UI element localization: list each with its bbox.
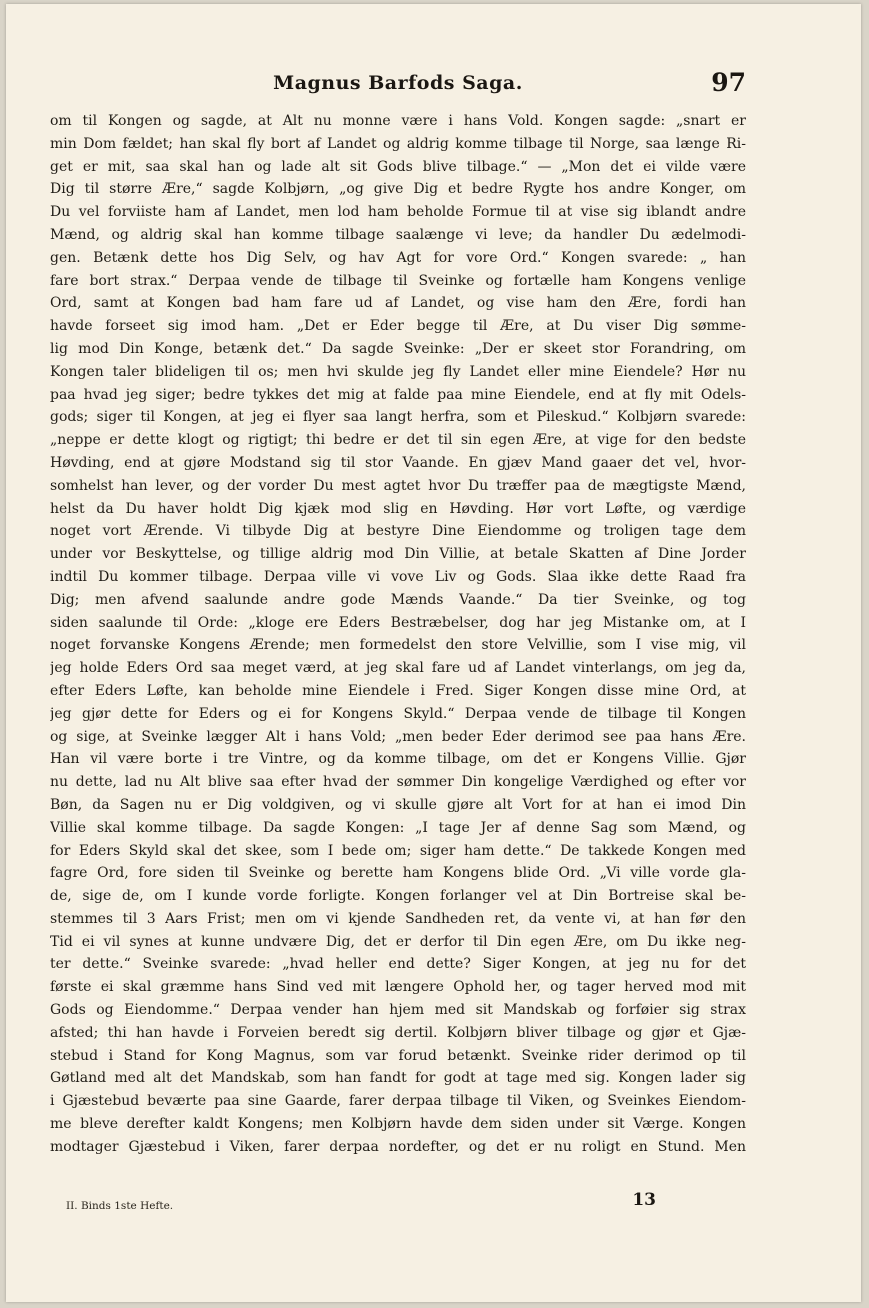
text-line: Du vel forviiste ham af Landet, men lod ham beholde Formue til at vise sig iblandt andre (50, 204, 746, 221)
text-line: gen. Betænk dette hos Dig Selv, og hav Agt for vore Ord.“ Kongen svarede: „ han (50, 249, 746, 266)
sheet-number: 13 (632, 1190, 656, 1210)
text-line: noget forvanske Kongens Ærende; men formedelst den store Velvillie, som I vise mig, vil (50, 637, 746, 654)
text-line: „neppe er dette klogt og rigtigt; thi bedre er det til sin egen Ære, at vige for den bedste (50, 432, 746, 449)
text-line: i Gjæstebud beværte paa sine Gaarde, farer derpaa tilbage til Viken, og Sveinkes Eiendom- (50, 1093, 746, 1110)
text-line: afsted; thi han havde i Forveien beredt sig dertil. Kolbjørn bliver tilbage og gjør et Gjæ- (50, 1024, 746, 1041)
text-line: fagre Ord, fore siden til Sveinke og berette ham Kongens blide Ord. „Vi ville vorde gla- (50, 865, 746, 882)
text-line: nu dette, lad nu Alt blive saa efter hvad der sømmer Din kongelige Værdighed og efter vor (50, 774, 746, 791)
text-line: Høvding, end at gjøre Modstand sig til stor Vaande. En gjæv Mand gaaer det vel, hvor- (50, 454, 746, 471)
text-line: stebud i Stand for Kong Magnus, som var forud betænkt. Sveinke rider derimod op til (50, 1047, 746, 1064)
text-line: noget vort Ærende. Vi tilbyde Dig at bestyre Dine Eiendomme og troligen tage dem (50, 523, 746, 540)
book-page (6, 4, 861, 1302)
text-line: fare bort strax.“ Derpaa vende de tilbage til Sveinke og fortælle ham Kongens venlige (50, 272, 746, 289)
text-line: første ei skal græmme hans Sind ved mit længere Ophold her, og tager herved mod mit (50, 979, 746, 996)
text-line (50, 1159, 746, 1182)
text-line: efter Eders Løfte, kan beholde mine Eiendele i Fred. Siger Kongen disse mine Ord, at (50, 682, 746, 699)
text-line: siden saalunde til Orde: „kloge ere Eders Bestræbelser, dog har jeg Mistanke om, at I (50, 614, 746, 631)
text-line: Tid ei vil synes at kunne undvære Dig, det er derfor til Din egen Ære, om Du ikke neg- (50, 933, 746, 950)
text-line: Dig; men afvend saalunde andre gode Mænds Vaande.“ Da tier Sveinke, og tog (50, 591, 746, 608)
text-line: me bleve derefter kaldt Kongens; men Kolbjørn havde dem siden under sit Værge. Kongen (50, 1116, 746, 1133)
text-line: om til Kongen og sagde, at Alt nu monne være i hans Vold. Kongen sagde: „snart er (50, 113, 746, 129)
text-line: og sige, at Sveinke lægger Alt i hans Vold; „men beder Eder derimod see paa hans Ære. (50, 728, 746, 745)
text-line: Dig til større Ære,“ sagde Kolbjørn, „og give Dig et bedre Rygte hos andre Konger, om (50, 181, 746, 198)
text-line: Gøtland med alt det Mandskab, som han fandt for godt at tage med sig. Kongen lader sig (50, 1070, 746, 1087)
text-line: Han vil være borte i tre Vintre, og da komme tilbage, om det er Kongens Villie. Gjør (50, 751, 746, 768)
text-line: somhelst han lever, og der vorder Du mest agtet hvor Du træffer paa de mægtigste Mænd, (50, 477, 746, 494)
text-line: indtil Du kommer tilbage. Derpaa ville vi vove Liv og Gods. Slaa ikke dette Raad fra (50, 568, 746, 585)
text-line: get er mit, saa skal han og lade alt sit Gods blive tilbage.“ — „Mon det ei vilde være (50, 158, 746, 175)
text-line: helst da Du haver holdt Dig kjæk mod slig en Høvding. Hør vort Løfte, og værdige (50, 500, 746, 517)
page-footer (66, 1190, 656, 1220)
signature-mark: II. Binds 1ste Hefte. (66, 1200, 174, 1212)
text-line: Mænd, og aldrig skal han komme tilbage saalænge vi leve; da handler Du ædelmodi- (50, 226, 746, 243)
text-line: Villie skal komme tilbage. Da sagde Kongen: „I tage Jer af denne Sag som Mænd, og (50, 819, 746, 836)
text-line: paa hvad jeg siger; bedre tykkes det mig at falde paa mine Eiendele, end at fly mit Odels- (50, 386, 746, 403)
text-line: Ord, samt at Kongen bad ham fare ud af Landet, og vise ham den Ære, fordi han (50, 295, 746, 312)
running-title: Magnus Barfods Saga. (273, 72, 523, 94)
text-line: gods; siger til Kongen, at jeg ei flyer saa langt herfra, som et Pileskud.“ Kolbjørn svarede: (50, 409, 746, 426)
text-line: havde forseet sig imod ham. „Det er Eder begge til Ære, at Du viser Dig sømme- (50, 318, 746, 335)
text-line: de, sige de, om I kunde vorde forligte. Kongen forlanger vel at Din Bortreise skal be- (50, 888, 746, 905)
text-line: jeg holde Eders Ord saa meget værd, at jeg skal fare ud af Landet vinterlangs, om jeg da, (50, 660, 746, 677)
page-number: 97 (711, 68, 746, 97)
text-line: jeg gjør dette for Eders og ei for Kongens Skyld.“ Derpaa vende de tilbage til Kongen (50, 705, 746, 722)
text-line: under vor Beskyttelse, og tillige aldrig mod Din Villie, at betale Skatten af Dine Jorder (50, 546, 746, 563)
text-line: Gods og Eiendomme.“ Derpaa vender han hjem med sit Mandskab og forføier sig strax (50, 1002, 746, 1019)
text-line: ter dette.“ Sveinke svarede: „hvad heller end dette? Siger Kongen, at jeg nu for det (50, 956, 746, 973)
text-line: Bøn, da Sagen nu er Dig voldgiven, og vi skulle gjøre alt Vort for at han ei imod Din (50, 796, 746, 813)
text-line: for Eders Skyld skal det skee, som I bede om; siger ham dette.“ De takkede Kongen med (50, 842, 746, 859)
body-text (50, 110, 746, 1181)
text-line: stemmes til 3 Aars Frist; men om vi kjende Sandheden ret, da vente vi, at han før den (50, 910, 746, 927)
page-header (50, 66, 746, 106)
text-line: Kongen taler blideligen til os; men hvi skulde jeg fly Landet eller mine Eiendele? Hør nu (50, 363, 746, 380)
text-line: lig mod Din Konge, betænk det.“ Da sagde Sveinke: „Der er skeet stor Forandring, om (50, 340, 746, 357)
text-line: modtager Gjæstebud i Viken, farer derpaa nordefter, og det er nu roligt en Stund. Men (50, 1138, 746, 1155)
text-line: min Dom fældet; han skal fly bort af Landet og aldrig komme tilbage til Norge, saa længe Ri- (50, 135, 746, 152)
